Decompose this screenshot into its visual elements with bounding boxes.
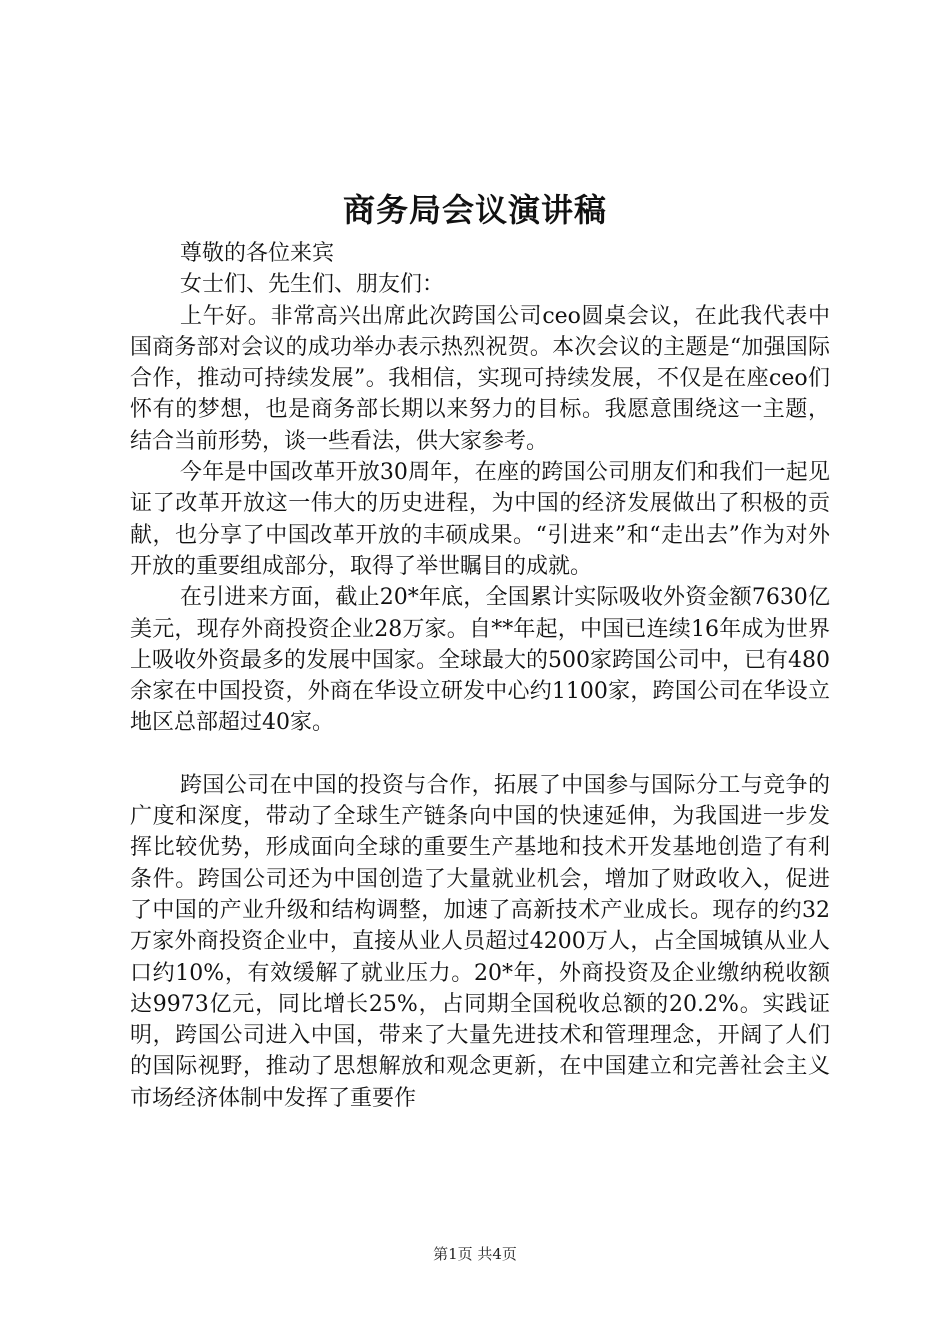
salutation: 尊敬的各位来宾 — [180, 241, 335, 266]
page-footer: 第1页 共4页 — [433, 1245, 517, 1263]
paragraph: 在引进来方面，截止20*年底，全国累计实际吸收外资金额7630亿美元，现存外商投资企业28万家。自**年起，中国已连续16年成为世界上吸收外资最多的发展中国家。全球最大的500家跨国公司中，已有480余家在中国投资，外商在华设立研发中心约1100家，跨国公司在华设立地区总部超过40家。 — [130, 585, 830, 736]
document-body — [130, 238, 830, 1114]
salutation: 女士们、先生们、朋友们： — [180, 272, 445, 298]
paragraph: 今年是中国改革开放30周年，在座的跨国公司朋友们和我们一起见证了改革开放这一伟大的历史进程，为中国的经济发展做出了积极的贡献，也分享了中国改革开放的丰硕成果。“引进来”和“走出去”作为对外开放的重要组成部分，取得了举世瞩目的成就。 — [130, 460, 830, 579]
page-title: 商务局会议演讲稿 — [342, 191, 607, 229]
paragraph: 上午好。非常高兴出席此次跨国公司ceo圆桌会议，在此我代表中国商务部对会议的成功举办表示热烈祝贺。本次会议的主题是“加强国际合作，推动可持续发展”。我相信，实现可持续发展，不仅是在座ceo们怀有的梦想，也是商务部长期以来努力的目标。我愿意围绕这一主题，结合当前形势，谈一些看法，供大家参考。 — [130, 303, 830, 454]
paragraph: 跨国公司在中国的投资与合作，拓展了中国参与国际分工与竞争的广度和深度，带动了全球生产链条向中国的快速延伸，为我国进一步发挥比较优势，形成面向全球的重要生产基地和技术开发基地创造了有利条件。跨国公司还为中国创造了大量就业机会，增加了财政收入，促进了中国的产业升级和结构调整，加速了高新技术产业成长。现存的约32万家外商投资企业中，直接从业人员超过4200万人，占全国城镇从业人口约10%，有效缓解了就业压力。20*年，外商投资及企业缴纳税收额达9973亿元，同比增长25%，占同期全国税收总额的20.2%。实践证明，跨国公司进入中国，带来了大量先进技术和管理理念，开阔了人们的国际视野，推动了思想解放和观念更新，在中国建立和完善社会主义市场经济体制中发挥了重要作 — [130, 772, 830, 1111]
